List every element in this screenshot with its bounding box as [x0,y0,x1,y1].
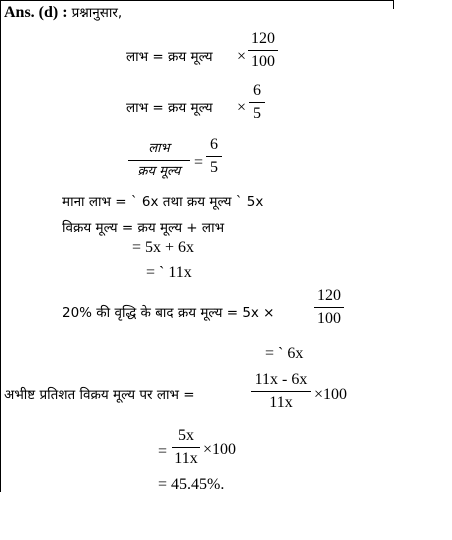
fraction-numerator: 6 [253,82,261,99]
profit-formula-1 [126,48,213,66]
fraction-bar [248,50,278,51]
increased-cost-line: 20% की वृद्धि के बाद क्रय मूल्य = 5x × [62,305,275,321]
fraction-denominator: 11x [269,394,293,411]
times-sign-1: × [237,48,247,65]
selling-price-step-1: = 5x + 6x [132,239,195,256]
fraction-bar [172,447,200,448]
fraction-denominator: 100 [251,53,275,70]
fraction-denominator: 5 [253,105,261,122]
fraction-bar [249,102,265,103]
right-border-stub [393,0,394,9]
ratio-numerator: लाभ [148,141,170,156]
fraction-numerator: 120 [251,30,275,47]
fraction-bar [206,156,222,157]
selling-price-step-2: = ` 11x [146,264,192,281]
fraction-120-100-b [314,287,344,328]
fraction-6-5 [249,82,265,123]
answer-header [4,4,122,22]
fraction-denominator: 5 [210,159,218,176]
multiply-100-a: ×100 [314,386,348,403]
profit-formula-2 [126,99,213,117]
profit-formula-2-lhs: लाभ = क्रय मूल्य [126,100,213,116]
fraction-120-100 [248,30,278,71]
fraction-bar [251,391,311,392]
assumption-line: माना लाभ = ` 6x तथा क्रय मूल्य ` 5x [62,194,264,210]
equals-sign-11: = [158,443,168,460]
ratio-denominator: क्रय मूल्य [137,164,181,179]
fraction-numerator: 5x [178,427,194,444]
increased-cost-result: = ` 6x [265,345,304,362]
fraction-bar [128,160,190,161]
top-border [0,0,393,1]
fraction-numerator: 120 [317,287,341,304]
fraction-denominator: 100 [317,310,341,327]
final-answer: = 45.45%. [158,476,225,493]
equals-sign-3: = [194,154,204,171]
left-border [0,0,1,492]
fraction-profit-over-sp [251,371,311,412]
selling-price-formula: विक्रय मूल्य = क्रय मूल्य + लाभ [62,220,225,236]
ratio-profit-cost [128,140,190,181]
fraction-5x-11x [172,427,200,468]
required-percent-line: अभीष्ट प्रतिशत विक्रय मूल्य पर लाभ = [4,387,195,403]
fraction-numerator: 11x - 6x [254,371,308,388]
answer-intro: प्रश्नानुसार, [71,5,123,21]
fraction-numerator: 6 [210,136,218,153]
multiply-100-b: ×100 [203,441,237,458]
fraction-denominator: 11x [174,450,198,467]
fraction-bar [314,307,344,308]
fraction-6-5-b [206,136,222,177]
times-sign-2: × [237,99,247,116]
answer-label: Ans. (d) : [4,4,68,21]
profit-formula-1-lhs: लाभ = क्रय मूल्य [126,49,213,65]
